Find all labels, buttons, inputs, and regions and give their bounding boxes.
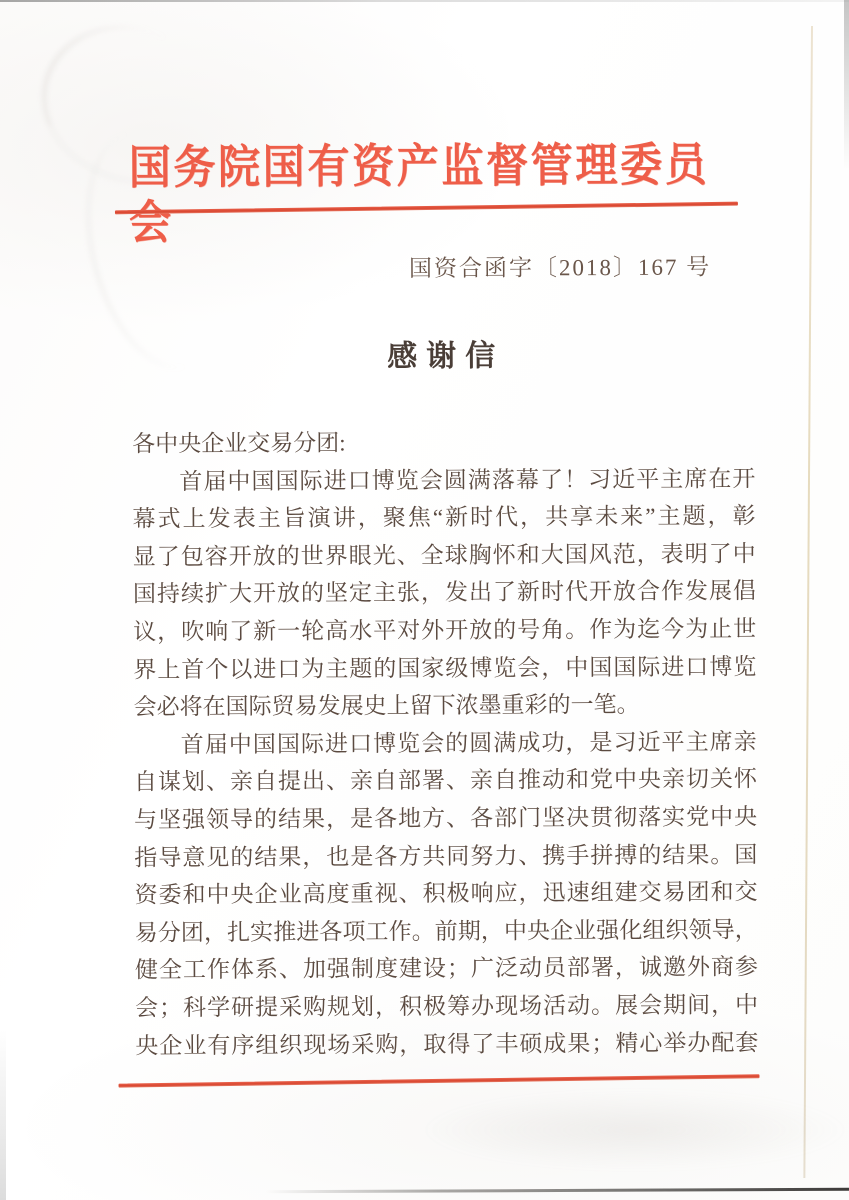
letter-body-line: 首届中国国际进口博览会的圆满成功，是习近平主席亲 bbox=[180, 729, 757, 758]
letter-body-line: 界上首个以进口为主题的国家级博览会，中国国际进口博览 bbox=[133, 653, 757, 683]
letter-body-line: 资委和中央企业高度重视、积极响应，迅速组建交易团和交 bbox=[134, 879, 758, 908]
letter-body-line: 健全工作体系、加强制度建设；广泛动员部署，诚邀外商参 bbox=[134, 954, 758, 983]
letter-body bbox=[132, 422, 758, 1064]
letter-body-line: 议，吹响了新一轮高水平对外开放的号角。作为迄今为止世 bbox=[133, 616, 757, 645]
letter-body-line: 会；科学研提采购规划，积极筹办现场活动。展会期间，中 bbox=[135, 992, 759, 1021]
letter-body-line: 央企业有序组织现场采购，取得了丰硕成果；精心举办配套 bbox=[135, 1029, 759, 1059]
letter-body-line: 与坚强领导的结果，是各地方、各部门坚决贯彻落实党中央 bbox=[134, 804, 758, 833]
letter-body-line: 指导意见的结果，也是各方共同努力、携手拼搏的结果。国 bbox=[134, 841, 758, 871]
letter-body-line: 幕式上发表主旨演讲，聚焦“新时代，共享未来”主题，彰 bbox=[132, 503, 756, 532]
letter-title: 感谢信 bbox=[387, 339, 505, 374]
letterhead-agency-name: 国务院国有资产监督管理委员会 bbox=[128, 140, 707, 250]
footer-red-rule bbox=[119, 1074, 760, 1088]
letter-body-line: 会必将在国际贸易发展史上留下浓墨重彩的一笔。 bbox=[133, 692, 640, 720]
letter-body-line: 国持续扩大开放的坚定主张，发出了新时代开放合作发展倡 bbox=[132, 578, 757, 607]
letter-body-line: 自谋划、亲自提出、亲自部署、亲自推动和党中央亲切关怀 bbox=[133, 766, 758, 795]
letter-body-line: 易分团，扎实推进各项工作。前期，中央企业强化组织领导， bbox=[134, 916, 758, 946]
letter-body-line: 首届中国国际进口博览会圆满落幕了！习近平主席在开 bbox=[179, 465, 756, 494]
letter-body-line: 显了包容开放的世界眼光、全球胸怀和大国风范，表明了中 bbox=[132, 541, 756, 570]
letter-body-line: 各中央企业交易分团: bbox=[132, 430, 346, 457]
document-reference-number: 国资合函字〔2018〕167 号 bbox=[408, 254, 712, 282]
